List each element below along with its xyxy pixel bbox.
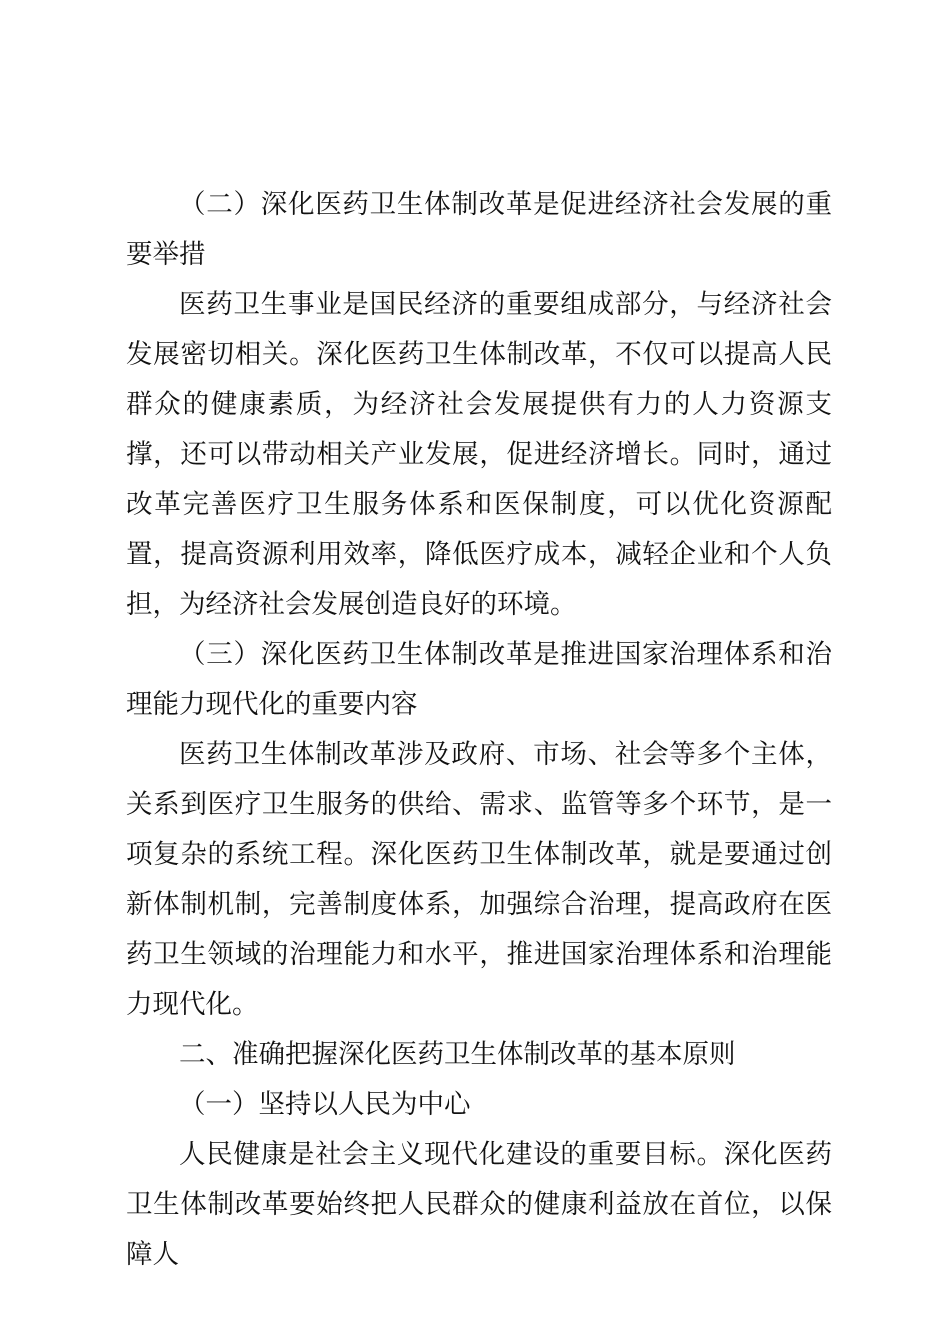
body-paragraph-people-centered: 人民健康是社会主义现代化建设的重要目标。深化医药卫生体制改革要始终把人民群众的健康利益放在首位，以保障人 bbox=[126, 1139, 832, 1270]
section-heading-3: （三）深化医药卫生体制改革是推进国家治理体系和治理能力现代化的重要内容 bbox=[126, 639, 832, 720]
section-heading-2: （二）深化医药卫生体制改革是促进经济社会发展的重要举措 bbox=[126, 189, 832, 270]
chapter-heading-principles: 二、准确把握深化医药卫生体制改革的基本原则 bbox=[179, 1039, 736, 1070]
body-paragraph-economy: 医药卫生事业是国民经济的重要组成部分，与经济社会发展密切相关。深化医药卫生体制改革，不仅可以提高人民群众的健康素质，为经济社会发展提供有力的人力资源支撑，还可以带动相关产业发展，促进经济增长。同时，通过改革完善医疗卫生服务体系和医保制度，可以优化资源配置，提高资源利用效率，降低医疗成本，减轻企业和个人负担，为经济社会发展创造良好的环境。 bbox=[126, 289, 832, 620]
body-paragraph-governance: 医药卫生体制改革涉及政府、市场、社会等多个主体，关系到医疗卫生服务的供给、需求、监管等多个环节，是一项复杂的系统工程。深化医药卫生体制改革，就是要通过创新体制机制，完善制度体系，加强综合治理，提高政府在医药卫生领域的治理能力和水平，推进国家治理体系和治理能力现代化。 bbox=[126, 739, 832, 1020]
document-body bbox=[126, 180, 832, 1280]
section-heading-1: （一）坚持以人民为中心 bbox=[179, 1089, 471, 1120]
